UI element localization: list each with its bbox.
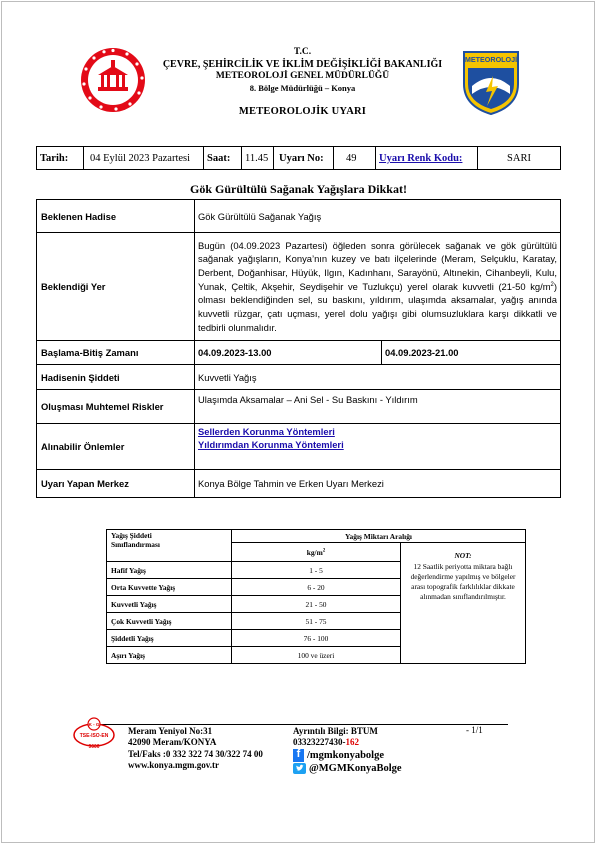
rainfall-severity-table [106,529,526,664]
severity-name: Çok Kuvvetli Yağış [107,613,232,630]
place-label: Beklendiği Yer [37,233,195,341]
severity-range: 1 - 5 [232,562,401,579]
severity-header-line1: Yağış Şiddeti [111,531,152,540]
severity-value: Kuvvetli Yağış [195,365,561,390]
place-text-a: Bugün (04.09.2023 Pazartesi) öğleden sonra görülecek sağanak ve gök gürültülü sağanak yağışların, Konya’nın kuzey ve batı ilçelerinde (Meram, Selçuklu, Karatay, Derbent, Doğanhisar, Hüyük, Ilgın, Kadınhanı, Sarayönü, Altınekin, Cihanbeyli, Kulu, Yunak, Çeltik, Akşehir, Seydişehir ve Tuzlukçu) yerel olarak kuvvetli (21-50 kg/m [198,239,557,292]
start-time: 04.09.2023-13.00 [195,341,382,365]
unit-sup: 2 [322,548,326,554]
table-row [37,200,561,233]
time-label: Saat: [204,147,242,169]
cert-top-text: K - G [88,722,100,727]
meteorology-logo [462,50,520,116]
amount-header: Yağış Miktarı Aralığı [232,530,526,543]
header-tc: T.C. [293,47,312,57]
date-label: Tarih: [37,147,84,169]
severity-label: Hadisenin Şiddeti [37,365,195,390]
info-phone-ext: 162 [345,737,359,748]
severity-name: Kuvvetli Yağış [107,596,232,613]
info-phone [293,737,402,748]
end-time: 04.09.2023-21.00 [382,341,561,365]
severity-range: 76 - 100 [232,630,401,647]
page-number: - 1/1 [466,725,483,735]
flood-protection-link[interactable]: Sellerden Korunma Yöntemleri [198,426,335,437]
severity-name: Hafif Yağış [107,562,232,579]
color-code-value: SARI [507,152,531,164]
severity-range: 51 - 75 [232,613,401,630]
address-line1: Meram Yeniyol No:31 [128,726,213,736]
center-value: Konya Bölge Tahmin ve Erken Uyarı Merkezi [195,470,561,498]
header-directorate: METEOROLOJİ GENEL MÜDÜRLÜĞÜ [215,71,390,81]
event-value: Gök Gürültülü Sağanak Yağış [195,200,561,233]
tse-certification-logo [72,717,116,753]
severity-header-line2: Sınıflandırması [111,539,160,549]
table-row [37,390,561,424]
severity-range: 100 ve üzeri [232,647,401,664]
center-label: Uyarı Yapan Merkez [37,470,195,498]
phone-line: Tel/Faks :0 332 322 74 30/322 74 00 [128,748,263,759]
measures-value [195,424,561,470]
table-row [107,530,526,543]
warning-title: Gök Gürültülü Sağanak Yağışlara Dikkat! [190,182,407,196]
meteorology-logo-text: METEOROLOJİ [464,55,518,64]
severity-header [107,530,232,562]
place-value [195,233,561,341]
table-row [37,365,561,390]
place-text-b: ) olması beklendiğinden sel, su baskını, yıldırım, ulaşımda aksamalar, yağış anında kuvvetli rüzgar, çatı uçması, yerel dolu yağışı gibi olumsuzluklara karşı dikkatli ve tedbirli olunmalıdır. [198,280,557,333]
event-label: Beklenen Hadise [37,200,195,233]
footer-address [128,726,263,771]
info-phone-main: 03323227430- [293,737,346,748]
footer-contact [293,726,402,775]
severity-name: Aşırı Yağış [107,647,232,664]
color-code-link[interactable] [376,147,478,169]
color-code-label[interactable]: Uyarı Renk Kodu: [379,152,463,164]
facebook-handle[interactable]: /mgmkonyabolge [307,749,385,761]
table-row [37,424,561,470]
risks-label: Oluşması Muhtemel Riskler [37,390,195,424]
document-title: METEOROLOJİK UYARI [238,106,367,117]
time-range-label: Başlama-Bitiş Zamanı [37,341,195,365]
ministry-logo [80,47,146,113]
note-title: NOT: [454,551,472,560]
note-text: 12 Saatlik periyotta miktara bağlı değerlendirme yapılmış ve bölgeler arası topografik farklılıklar dikkate alınmadan sınıflandırılmıştır. [410,562,516,601]
unit-base: kg/m [306,547,323,557]
unit-cell [232,543,401,562]
header-ministry: ÇEVRE, ŞEHİRCİLİK VE İKLİM DEĞİŞİKLİĞİ BAKANLIĞI [162,59,443,70]
note-cell [401,543,526,664]
header-region: 8. Bölge Müdürlüğü – Konya [249,83,356,93]
twitter-handle[interactable]: @MGMKonyaBolge [309,762,402,774]
severity-range: 6 - 20 [232,579,401,596]
cert-bottom-text: 9000 [88,744,100,750]
table-row [37,470,561,498]
website-link[interactable]: www.konya.mgm.gov.tr [128,759,220,770]
warning-no-value: 49 [334,147,376,169]
place-sup: 2 [550,281,554,288]
severity-name: Şiddetli Yağış [107,630,232,647]
measures-label: Alınabilir Önlemler [37,424,195,470]
facebook-icon: f [293,749,304,762]
date-value: 04 Eylül 2023 Pazartesi [84,147,204,169]
risks-value: Ulaşımda Aksamalar – Ani Sel - Su Baskını - Yıldırım [195,390,561,424]
time-value: 11.45 [242,147,274,169]
severity-range: 21 - 50 [232,596,401,613]
info-label: Ayrıntılı Bilgi: BTUM [293,726,378,736]
table-row [37,341,561,365]
severity-name: Orta Kuvvette Yağış [107,579,232,596]
table-row [37,233,561,341]
warning-details-table [36,199,561,498]
warning-info-bar [36,146,561,170]
twitter-icon [293,763,306,774]
warning-no-label: Uyarı No: [274,147,334,169]
address-line2: 42090 Meram/KONYA [128,737,217,748]
twitter-link[interactable] [293,762,402,775]
facebook-link[interactable] [293,749,402,762]
cert-mid-text: TSE-ISO-EN [79,733,109,739]
lightning-protection-link[interactable]: Yıldırımdan Korunma Yöntemleri [198,439,344,451]
footer-divider [98,724,508,725]
